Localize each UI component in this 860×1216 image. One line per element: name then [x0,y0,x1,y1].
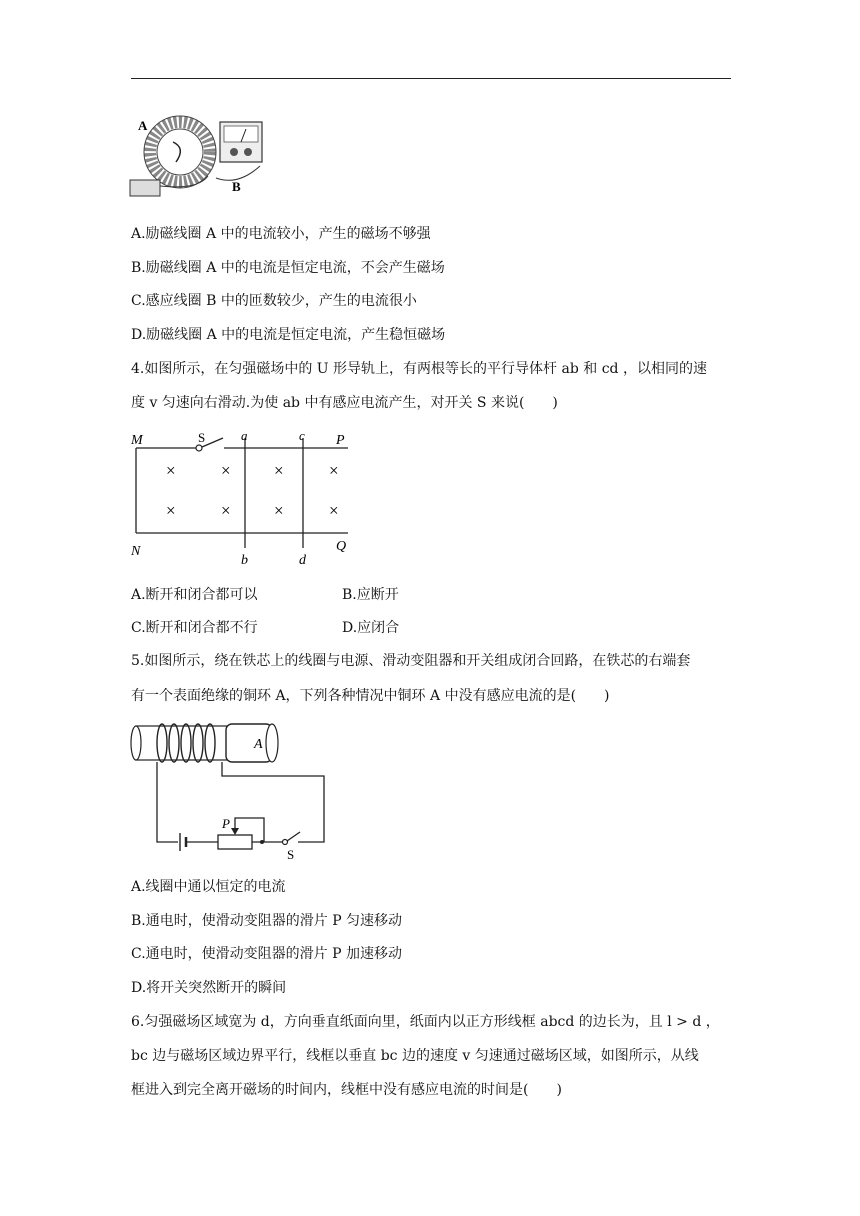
q5-option-a: A.线圈中通以恒定的电流 [131,879,286,895]
q5-switch [287,832,300,841]
q4-stem-line2: 度 v 匀速向右滑动.为使 ab 中有感应电流产生，对开关 S 来说( ) [131,395,558,411]
q4-label-c: c [299,428,305,443]
q4-field-mark: × [166,461,176,480]
q3-option-a: A.励磁线圈 A 中的电流较小，产生的磁场不够强 [131,226,431,242]
q4-label-a: a [241,428,248,443]
q3-battery [130,180,160,196]
q5-stem-line1: 5.如图所示，绕在铁芯上的线圈与电源、滑动变阻器和开关组成闭合回路，在铁芯的右端套 [131,653,691,669]
q4-field-mark: × [221,501,231,520]
q5-copper-ring [226,724,272,762]
q4-label-p: P [336,433,345,448]
q4-label-s: S [198,430,206,445]
q5-option-c: C.通电时，使滑动变阻器的滑片 P 加速移动 [131,946,402,962]
q3-label-b: B [232,179,241,194]
q4-label-n: N [131,544,141,559]
q5-label-a: A [254,737,263,752]
q6-stem-line3: 框进入到完全离开磁场的时间内，线框中没有感应电流的时间是( ) [131,1082,562,1098]
q3-option-d: D.励磁线圈 A 中的电流是恒定电流，产生稳恒磁场 [131,327,446,343]
q4-option-d: D.应闭合 [342,620,400,636]
q4-field-mark: × [329,461,339,480]
q4-label-d: d [299,553,306,568]
q3-option-c: C.感应线圈 B 中的匝数较少，产生的电流很小 [131,293,417,309]
q4-figure [128,428,358,568]
q4-label-q: Q [336,539,347,554]
q4-field-mark: × [166,501,176,520]
q5-label-p: P [222,816,230,831]
q4-field-mark: × [274,461,284,480]
q4-label-b: b [241,553,248,568]
q6-stem-line1: 6.匀强磁场区域宽为 d，方向垂直纸面向里，纸面内以正方形线框 abcd 的边长为，且 l > d ， [131,1014,720,1030]
q3-figure [128,114,268,198]
q3-option-b: B.励磁线圈 A 中的电流是恒定电流，不会产生磁场 [131,260,445,276]
q5-label-s: S [287,847,295,862]
q5-stem-line2: 有一个表面绝缘的铜环 A，下列各种情况中铜环 A 中没有感应电流的是( ) [131,688,610,704]
q4-stem-line1: 4.如图所示，在匀强磁场中的 U 形导轨上，有两根等长的平行导体杆 ab 和 cd ，以相同的速 [131,361,707,377]
q4-field-mark: × [274,501,284,520]
q4-option-c: C.断开和闭合都不行 [131,620,258,636]
q3-label-a: A [138,118,148,133]
q6-stem-line2: bc 边与磁场区域边界平行，线框以垂直 bc 边的速度 v 匀速通过磁场区域，如图所示，从线 [131,1048,699,1064]
q4-option-a: A.断开和闭合都可以 [131,587,258,603]
q5-option-d: D.将开关突然断开的瞬间 [131,980,287,996]
q4-field-mark: × [329,501,339,520]
q5-option-b: B.通电时，使滑动变阻器的滑片 P 匀速移动 [131,913,403,929]
q4-field-mark: × [221,461,231,480]
header-rule [131,78,731,79]
q5-rheostat [218,835,252,849]
q5-figure [128,720,333,865]
q4-label-m: M [131,433,143,448]
q4-option-b: B.应断开 [342,587,399,603]
